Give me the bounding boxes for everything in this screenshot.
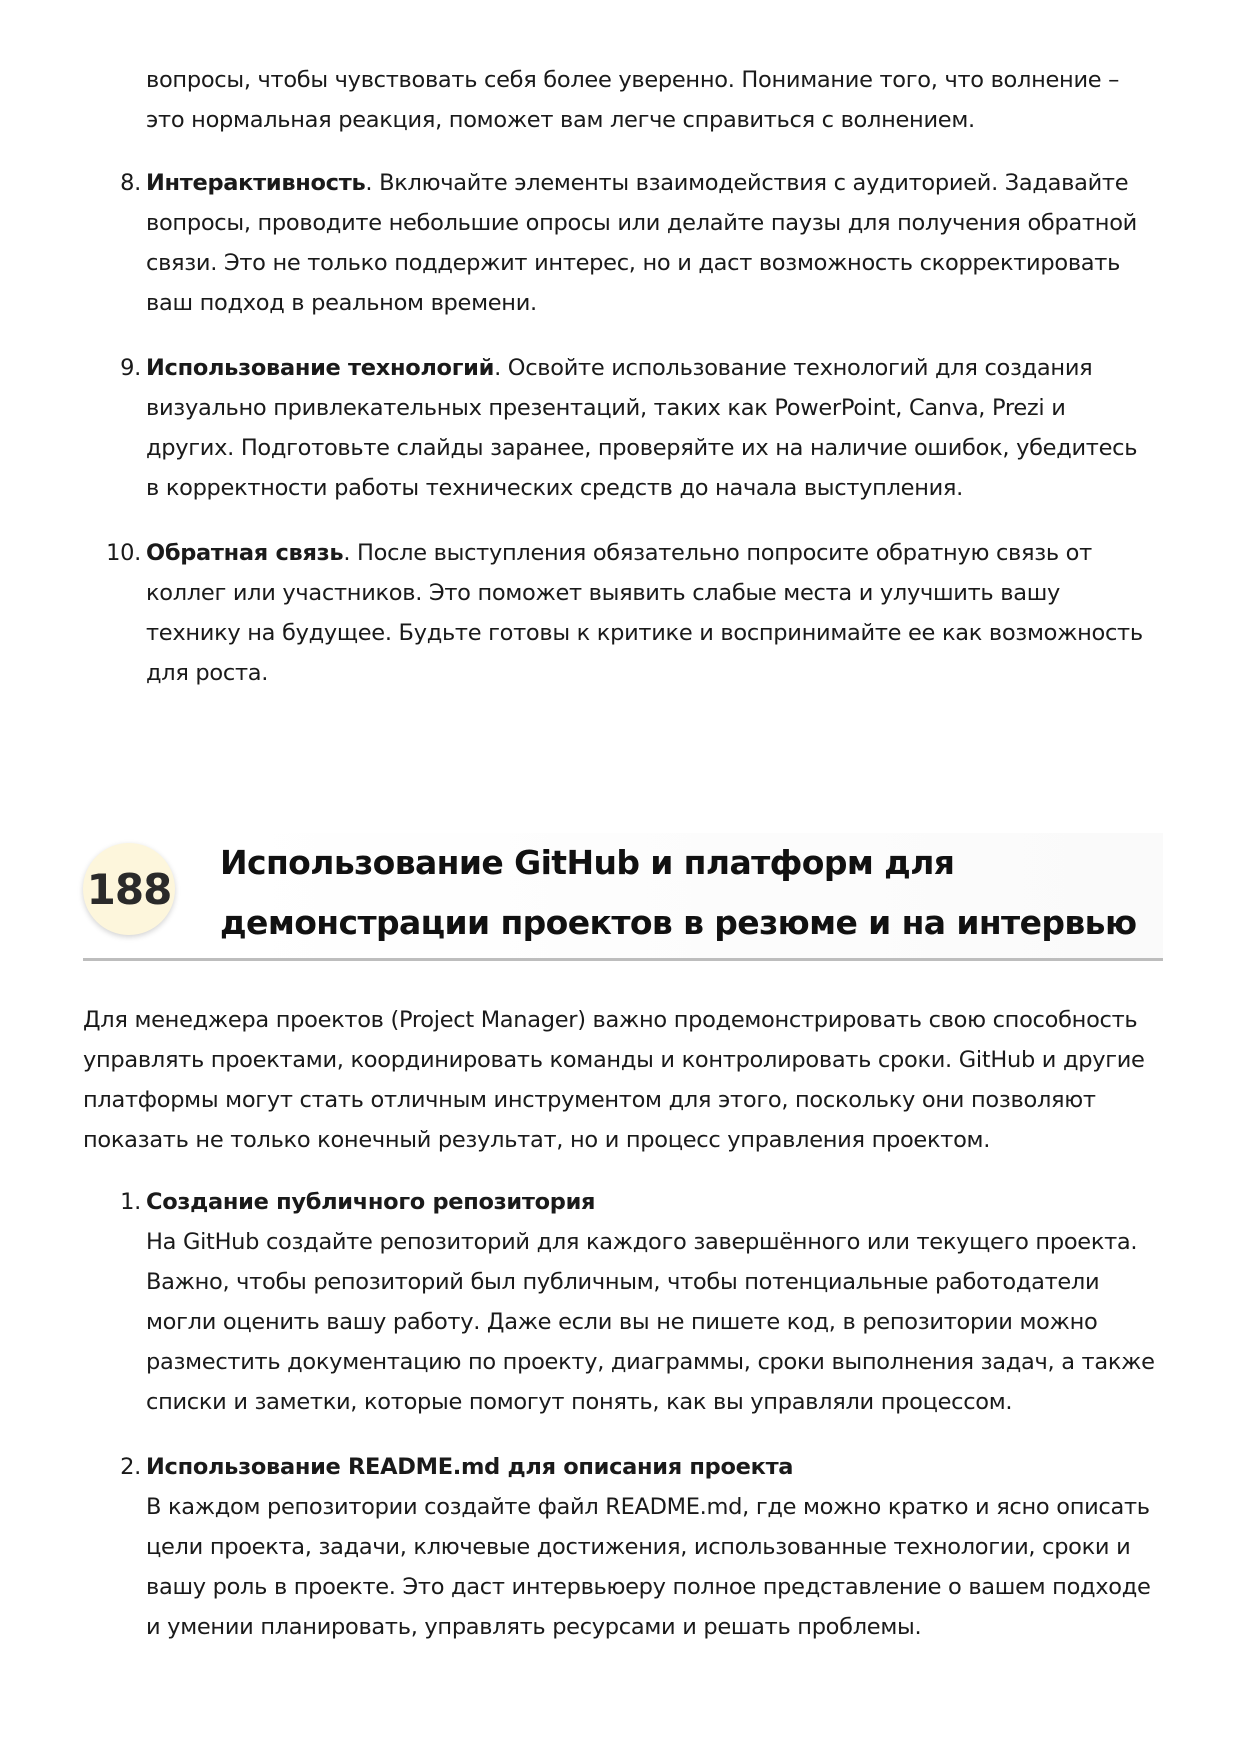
- list-item: [120, 348, 1156, 508]
- list-item-number: 8.: [120, 170, 141, 196]
- section-title: Использование GitHub и платформ для демонстрации проектов в резюме и на интервью: [220, 843, 1137, 942]
- list-item-term: Интерактивность: [146, 170, 366, 196]
- list-item-text: . Освойте использование технологий для создания визуально привлекательных презентаций, таких как PowerPoint, Canva, Prezi и других. Подготовьте слайды заранее, проверяйте их на наличие ошибок, убедитесь в корректности работы технических средств до начала выступления.: [146, 355, 1138, 501]
- list-item-number: 2.: [120, 1454, 141, 1480]
- list-item-body: На GitHub создайте репозиторий для каждого завершённого или текущего проекта. Важно, чтобы репозиторий был публичным, чтобы потенциальные работодатели могли оценить вашу работу. Даже если вы не пишете код, в репозитории можно разместить документацию по проекту, диаграммы, сроки выполнения задач, а также списки и заметки, которые помогут понять, как вы управляли процессом.: [146, 1229, 1155, 1415]
- list-item-term: Использование технологий: [146, 355, 495, 381]
- list-item-text: . Включайте элементы взаимодействия с аудиторией. Задавайте вопросы, проводите небольшие опросы или делайте паузы для получения обратной связи. Это не только поддержит интерес, но и даст возможность скорректировать ваш подход в реальном времени.: [146, 170, 1137, 316]
- list-item: [120, 1182, 1161, 1422]
- list-item-term: Обратная связь: [146, 540, 344, 566]
- list-item-body: В каждом репозитории создайте файл README.md, где можно кратко и ясно описать цели проекта, задачи, ключевые достижения, использованные технологии, сроки и вашу роль в проекте. Это даст интервьюеру полное представление о вашем подходе и умении планировать, управлять ресурсами и решать проблемы.: [146, 1494, 1151, 1640]
- intro-paragraph: Для менеджера проектов (Project Manager) важно продемонстрировать свою способность управлять проектами, координировать команды и контролировать сроки. GitHub и другие платформы могут стать отличным инструментом для этого, поскольку они позволяют показать не только конечный результат, но и процесс управления проектом.: [83, 1007, 1145, 1153]
- list-item-title: Использование README.md для описания проекта: [146, 1454, 794, 1480]
- list-item: [106, 533, 1156, 693]
- list-item-number: 10.: [106, 540, 141, 566]
- list-item-number: 1.: [120, 1189, 141, 1215]
- steps-list: [120, 1182, 1161, 1672]
- list-item-number: 9.: [120, 355, 141, 381]
- list-item-text: . После выступления обязательно попросите обратную связь от коллег или участников. Это поможет выявить слабые места и улучшить вашу технику на будущее. Будьте готовы к критике и воспринимайте ее как возможность для роста.: [146, 540, 1143, 686]
- list-item: [120, 163, 1156, 323]
- continuation-paragraph: вопросы, чтобы чувствовать себя более уверенно. Понимание того, что волнение – это нормальная реакция, поможет вам легче справиться с волнением.: [146, 67, 1120, 133]
- tips-list: [106, 163, 1156, 718]
- section-header: [83, 833, 1163, 961]
- section-divider: [83, 958, 1163, 961]
- section-number-badge: 188: [83, 843, 175, 935]
- list-item-title: Создание публичного репозитория: [146, 1189, 596, 1215]
- list-item: [120, 1447, 1161, 1647]
